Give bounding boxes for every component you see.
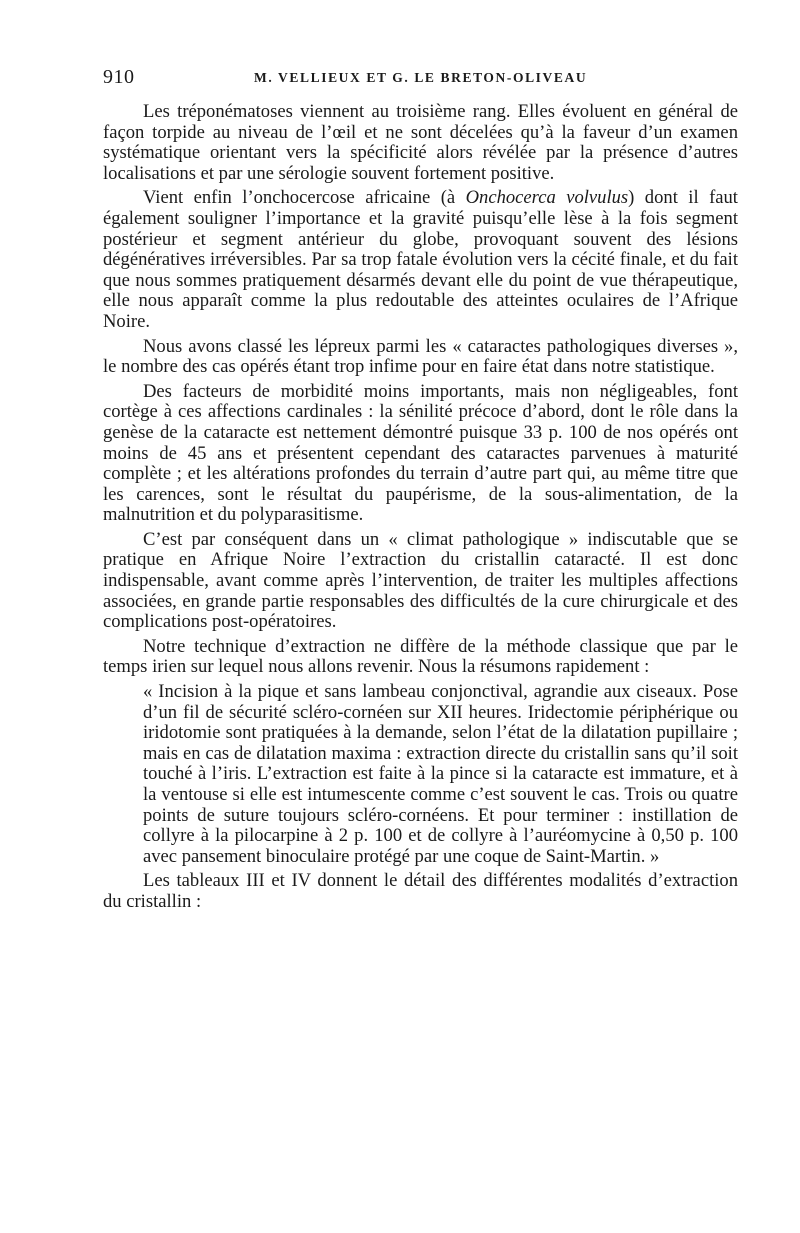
paragraph-onchocercose-end: ) dont il faut également souligner l’importance et la gravité puisqu’elle lèse à la fois segment postérieur et segment antérieur du globe, provoquant souvent des lésions dégénératives irréversibles. Par sa trop fatale évolution vers la cécité finale, et du fait que nous sommes pratiquement désarmés devant elle du point de vue thérapeutique, elle nous apparaît comme la plus redoutable des atteintes oculaires de l’Afrique Noire. xyxy=(103,187,738,332)
running-head: M. VELLIEUX ET G. LE BRETON-OLIVEAU xyxy=(254,70,588,85)
page-header xyxy=(103,66,738,92)
paragraph-climat: C’est par conséquent dans un « climat pathologique » indiscutable que se pratique en Afrique Noire l’extraction du cristallin cataracté. Il est donc indispensable, avant comme après l’intervention, de traiter les multiples affections associées, en grande partie responsables des difficultés de la cure chirurgicale et des complications post-opératoires. xyxy=(103,528,738,633)
paragraph-lepreux: Nous avons classé les lépreux parmi les « cataractes pathologiques diverses », le nombre des cas opérés étant trop infime pour en faire état dans notre statistique. xyxy=(103,335,738,378)
page-number: 910 xyxy=(103,66,135,88)
species-name: Onchocerca volvulus xyxy=(465,187,629,209)
paragraph-tableaux: Les tableaux III et IV donnent le détail des différentes modalités d’extraction du cristallin : xyxy=(103,870,738,912)
body-text xyxy=(103,102,738,917)
paragraph-treponematoses: Les tréponématoses viennent au troisième rang. Elles évoluent en général de façon torpide au niveau de l’œil et ne sont décelées qu’à la faveur d’un examen systématique orientant vers la spécificité alors révélée par la présence d’autres localisations et par une sérologie souvent fortement positive. xyxy=(103,101,738,184)
paragraph-technique-quote: « Incision à la pique et sans lambeau conjonctival, agrandie aux ciseaux. Pose d’un fil de sécurité scléro-cornéen sur XII heures. Iridectomie périphérique ou iridotomie sont pratiquées à la demande, selon l’état de la dilatation pupillaire ; mais en cas de dilatation maxima : extraction directe du cristallin sans qu’il soit touché à l’iris. L’extraction est faite à la pince si la cataracte est immature, et à la ventouse si elle est intumescente comme c’est souvent le cas. Trois ou quatre points de suture toujours scléro-cornéens. Et pour terminer : instillation de collyre à la pilocarpine à 2 p. 100 et de collyre à l’auréomycine à 0,50 p. 100 avec pansement binoculaire protégé par une coque de Saint-Martin. » xyxy=(143,681,738,867)
paragraph-onchocercose xyxy=(103,188,738,332)
paragraph-technique: Notre technique d’extraction ne diffère de la méthode classique que par le temps irien sur lequel nous allons revenir. Nous la résumons rapidement : xyxy=(103,635,738,678)
paragraph-facteurs: Des facteurs de morbidité moins importants, mais non négligeables, font cortège à ces affections cardinales : la sénilité précoce d’abord, dont le rôle dans la genèse de la cataracte est nettement démontré puisque 33 p. 100 de nos opérés ont moins de 45 ans et présentent cependant des cataractes parvenues à maturité complète ; et les altérations profondes du terrain d’autre part qui, au même titre que les carences, sont le résultat du paupérisme, de la sous-alimentation, de la malnutrition et du polyparasitisme. xyxy=(103,380,738,526)
paragraph-onchocercose-start: Vient enfin l’onchocercose africaine (à xyxy=(143,187,466,209)
